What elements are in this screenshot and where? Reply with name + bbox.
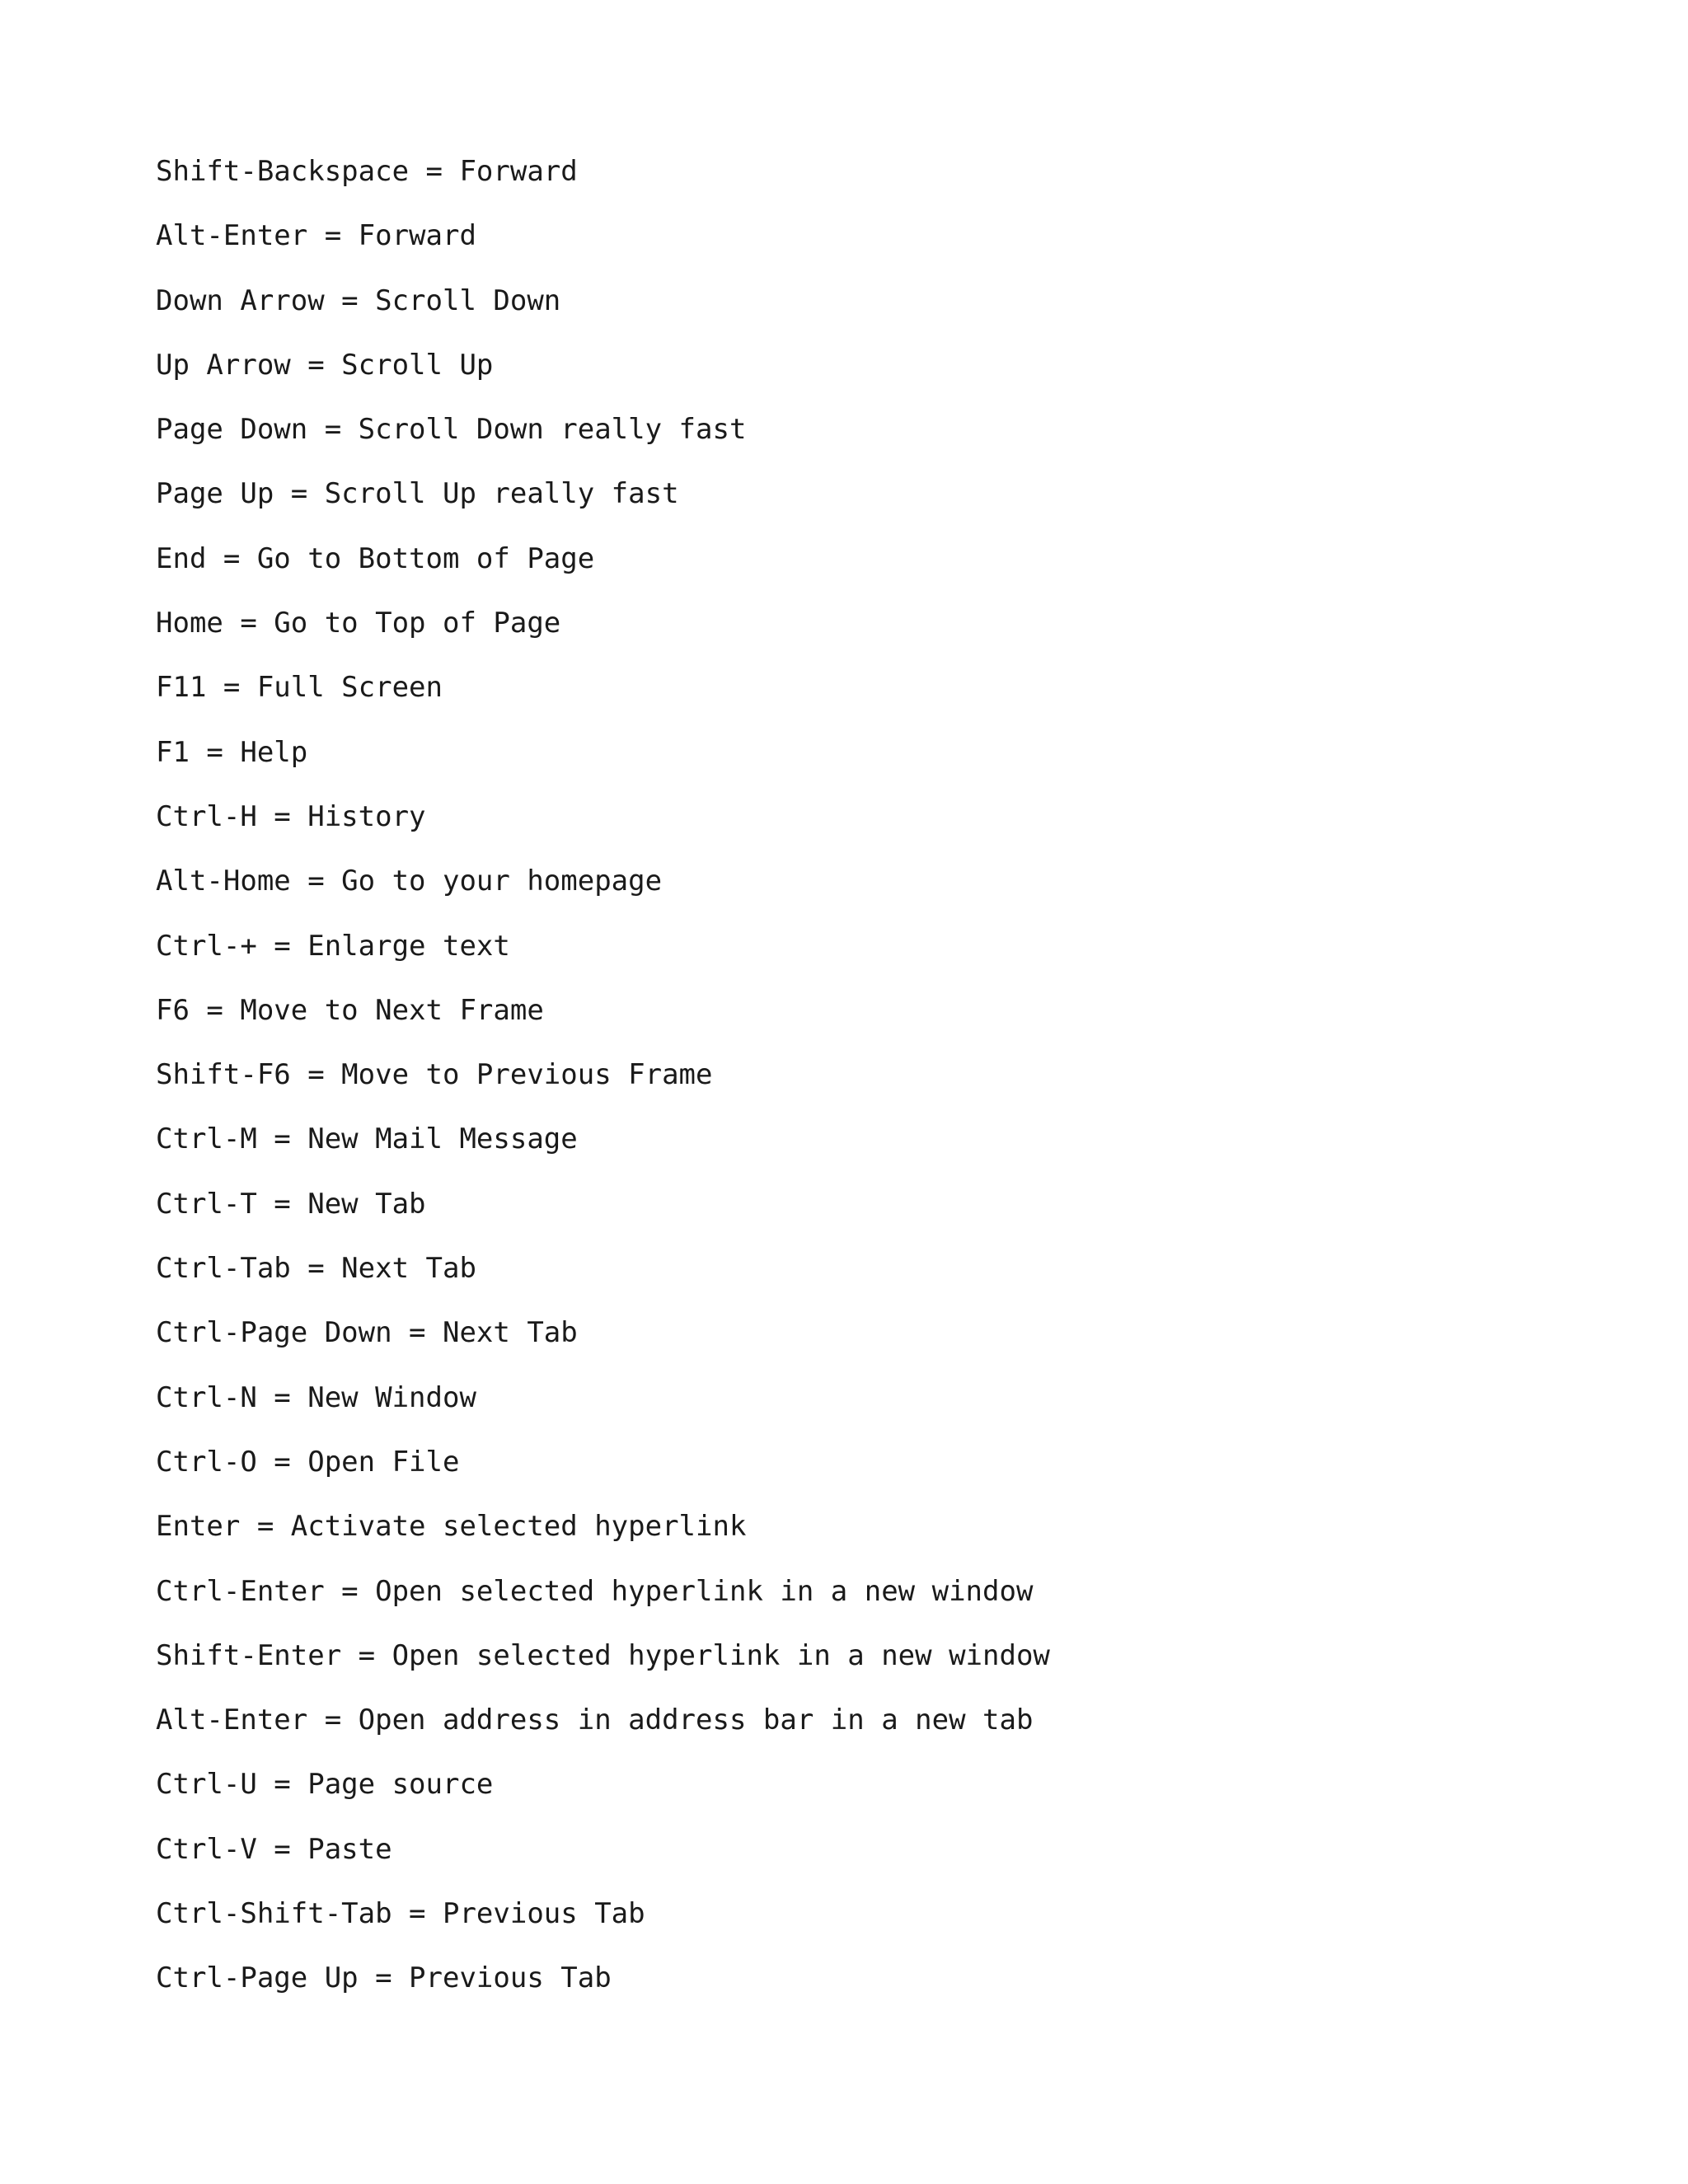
shortcut-line: Ctrl-Page Up = Previous Tab	[156, 1961, 612, 1995]
shortcut-line: Ctrl-T = New Tab	[156, 1187, 426, 1221]
shortcut-line: Shift-Backspace = Forward	[156, 155, 578, 188]
shortcut-line: Ctrl-M = New Mail Message	[156, 1122, 578, 1156]
shortcut-line: Enter = Activate selected hyperlink	[156, 1510, 747, 1544]
shortcut-line: Alt-Enter = Open address in address bar in a new tab	[156, 1704, 1034, 1737]
shortcut-line: F1 = Help	[156, 735, 308, 769]
shortcut-line: Ctrl-Page Down = Next Tab	[156, 1316, 578, 1350]
shortcut-line: End = Go to Bottom of Page	[156, 541, 595, 575]
shortcut-line: Ctrl-Enter = Open selected hyperlink in a new window	[156, 1574, 1034, 1608]
shortcut-line: Shift-F6 = Move to Previous Frame	[156, 1058, 713, 1092]
shortcut-line: Home = Go to Top of Page	[156, 607, 561, 640]
shortcut-line: Page Up = Scroll Up really fast	[156, 477, 679, 511]
shortcut-line: Ctrl-Tab = Next Tab	[156, 1252, 476, 1286]
shortcut-line: Alt-Enter = Forward	[156, 219, 476, 253]
shortcut-line: Ctrl-+ = Enlarge text	[156, 929, 510, 963]
shortcut-line: Down Arrow = Scroll Down	[156, 284, 561, 317]
shortcut-line: Ctrl-Shift-Tab = Previous Tab	[156, 1897, 645, 1931]
shortcut-line: Ctrl-N = New Window	[156, 1380, 476, 1414]
shortcut-line: Ctrl-U = Page source	[156, 1768, 494, 1802]
shortcut-line: Shift-Enter = Open selected hyperlink in a new window	[156, 1638, 1050, 1672]
shortcut-line: Ctrl-H = History	[156, 799, 426, 833]
shortcut-line: Page Down = Scroll Down really fast	[156, 413, 747, 447]
shortcut-line: Ctrl-V = Paste	[156, 1832, 392, 1866]
shortcut-list	[156, 153, 1050, 2025]
shortcut-line: Up Arrow = Scroll Up	[156, 348, 494, 382]
shortcut-line: Alt-Home = Go to your homepage	[156, 865, 663, 898]
shortcut-line: F6 = Move to Next Frame	[156, 993, 544, 1027]
shortcut-line: F11 = Full Screen	[156, 671, 443, 705]
shortcut-line: Ctrl-O = Open File	[156, 1445, 460, 1479]
